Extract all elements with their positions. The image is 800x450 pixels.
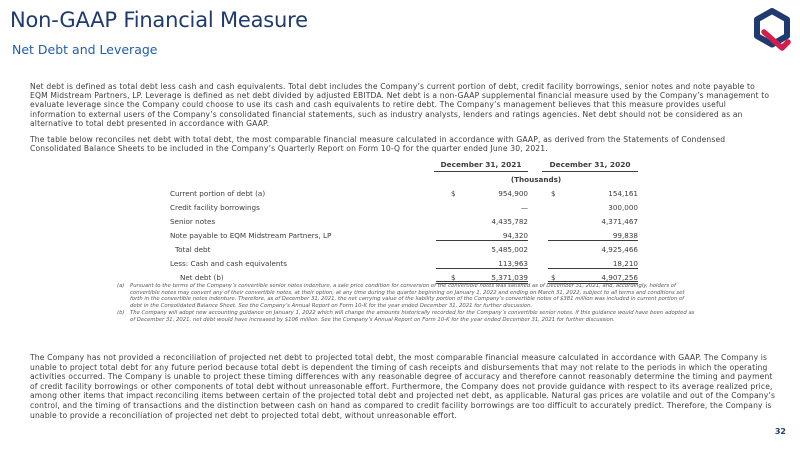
row-value-2021: 94,320 [436, 231, 528, 241]
row-value-2020: 99,838 [548, 231, 638, 241]
table-intro-paragraph: The table below reconciles net debt with total debt, the most comparable financial measure calculated in accordance with GAAP, as derived from the Statements of Condensed Consolidated Balance Sheets to be included in the Company’s Quarterly Report on Form 10-Q for the quarter ended June 30, 2021. [30, 135, 726, 154]
row-value-2020: 18,210 [548, 259, 638, 269]
footnote-b [117, 310, 697, 323]
currency-symbol: $ [451, 273, 456, 282]
table-row [170, 217, 638, 228]
page-title: Non-GAAP Financial Measure [10, 8, 308, 32]
row-value-2020: 300,000 [608, 203, 638, 212]
row-value-2021: 4,435,782 [491, 217, 528, 226]
table-row [170, 231, 638, 242]
row-value-2020: 4,907,256 [601, 273, 638, 282]
footnote-marker: (b) [117, 310, 125, 317]
row-label: Note payable to EQM Midstream Partners, LP [170, 231, 332, 240]
row-label: Net debt (b) [180, 273, 224, 282]
currency-symbol: $ [451, 189, 456, 198]
closing-paragraph: The Company has not provided a reconciliation of projected net debt to projected total debt, the most comparable financial measure calculated in accordance with GAAP. The Company is unable to project total debt for any future period because total debt is dependent the timing of cash receipts and disbursements that may not relate to the periods in which the operating activities occurred. The Company is unable to project these timing differences with any reasonable degree of accuracy and therefore cannot reasonably determine the timing and payment of credit facility borrowings or other components of total debt without unreasonable effort. Furthermore, the Company does not provide guidance with respect to its average realized price, among other items that impact reconciling items between certain of the projected total debt and projected net debt, as applicable. Natural gas prices are volatile and out of the Company’s control, and the timing of transactions and the distinction between cash on hand as compared to credit facility borrowings are too difficult to accurately predict. Therefore, the Company is unable to provide a reconciliation of projected net debt to projected total debt, without unreasonable effort. [30, 353, 776, 420]
row-value-2020: 4,925,466 [601, 245, 638, 254]
footnote-text: The Company will adopt new accounting guidance on January 1, 2022 which will change the amounts historically recorded for the Company’s convertible senior notes. If this guidance would have been adopted as of December 31, 2021, net debt would have increased by $106 million. See the Company’s Annual Report on Form 10-K for the year ended December 31, 2021 for further discussion. [130, 310, 695, 323]
footnote-marker: (a) [117, 283, 125, 289]
table-row [170, 189, 638, 200]
units-label: (Thousands) [510, 175, 562, 184]
row-label: Less: Cash and cash equivalents [170, 259, 287, 268]
row-value-2021: 954,900 [498, 189, 528, 198]
footnotes [117, 283, 697, 325]
row-value-2021: 5,485,002 [491, 245, 528, 254]
row-label: Total debt [175, 245, 211, 254]
column-header-2020: December 31, 2020 [542, 160, 638, 172]
footnote-a [117, 283, 697, 309]
currency-symbol: $ [551, 273, 556, 282]
company-q-logo [752, 8, 792, 52]
page-subtitle: Net Debt and Leverage [12, 42, 158, 57]
row-value-2020: 4,371,467 [601, 217, 638, 226]
row-label: Current portion of debt (a) [170, 189, 266, 198]
row-label: Senior notes [170, 217, 216, 226]
table-row [170, 245, 638, 256]
page-number: 32 [774, 427, 786, 436]
table-row [170, 203, 638, 214]
intro-paragraph: Net debt is defined as total debt less cash and cash equivalents. Total debt includes the Company’s current portion of debt, credit facility borrowings, senior notes and note payable to EQM Midstream Partners, LP. Leverage is defined as net debt divided by adjusted EBITDA. Net debt is a non-GAAP supplemental financial measure used by the Company’s management to evaluate leverage since the Company could choose to use its cash and cash equivalents to retire debt. The Company’s management believes that this measure provides useful information to external users of the Company’s consolidated financial statements, such as industry analysts, lenders and ratings agencies. Net debt should not be considered as an alternative to total debt presented in accordance with GAAP. [30, 82, 770, 128]
row-label: Credit facility borrowings [170, 203, 260, 212]
row-value-2021: 5,371,039 [491, 273, 528, 282]
footnote-text: Pursuant to the terms of the Company’s convertible senior notes indenture, a sale price condition for conversion of the convertible notes was satisfied as of December 31, 2021, and, accordingly, holders of convertible notes may convert any of their convertible notes, at their option, at any time during the quarter beginning on January 1, 2022 and ending on March 31, 2022, subject to all terms and conditions set forth in the convertible notes indenture. Therefore, as of December 31, 2021, the net carrying value of the liability portion of the Company’s convertible notes of $381 million was included in current portion of debt in the Consolidated Balance Sheet. See the Company’s Annual Report on Form 10-K for the year ended December 31, 2021 for further discussion. [130, 283, 685, 309]
row-value-2021: — [520, 203, 528, 212]
row-value-2020: 154,161 [608, 189, 638, 198]
column-header-2021: December 31, 2021 [434, 160, 528, 172]
row-value-2021: 113,963 [436, 259, 528, 269]
currency-symbol: $ [551, 189, 556, 198]
